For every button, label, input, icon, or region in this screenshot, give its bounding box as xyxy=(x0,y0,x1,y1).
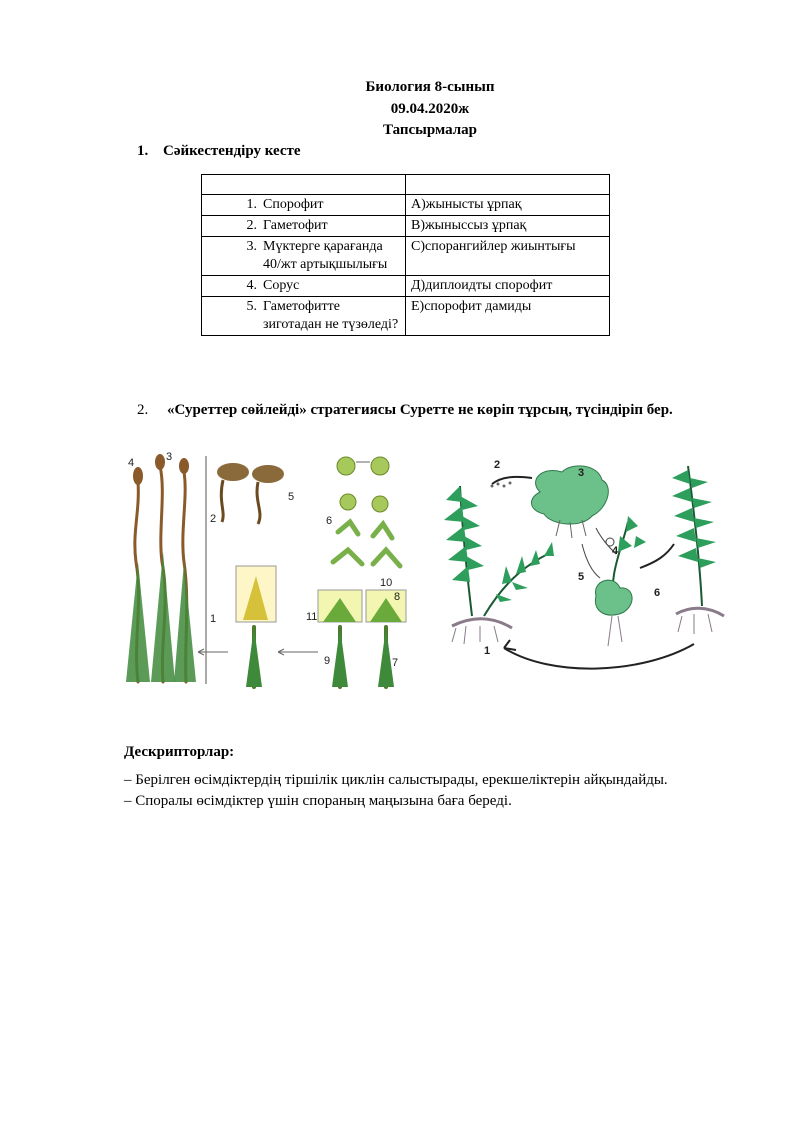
fern-label: 3 xyxy=(578,467,585,479)
row-term: Гаметофитте зиготадан не түзөледі? xyxy=(263,299,399,332)
moss-label: 5 xyxy=(288,491,295,503)
row-answer: Д)диплоидты спорофит xyxy=(406,276,610,297)
table-row xyxy=(202,216,610,237)
task2-title: «Суреттер сөйлейді» стратегиясы Суретте не көріп тұрсың, түсіндіріп бер. xyxy=(167,402,673,418)
task1-number: 1. xyxy=(137,143,149,159)
row-term: Сорус xyxy=(263,278,300,293)
matching-table xyxy=(201,174,610,336)
date-heading: 09.04.2020ж xyxy=(390,101,470,117)
task1-title: Сәйкестендіру кесте xyxy=(163,143,301,159)
table-row xyxy=(202,195,610,216)
task2-heading xyxy=(137,402,673,419)
moss-label: 10 xyxy=(380,577,393,589)
row-term: Спорофит xyxy=(263,197,324,212)
table-cell xyxy=(202,297,406,336)
moss-label: 11 xyxy=(306,611,318,623)
table-row xyxy=(202,276,610,297)
row-term: Гаметофит xyxy=(263,218,328,233)
row-number: 2. xyxy=(246,218,257,233)
table-cell xyxy=(202,175,406,195)
row-number: 4. xyxy=(246,278,257,293)
row-number: 5. xyxy=(246,299,257,314)
tasks-heading: Тапсырмалар xyxy=(382,122,478,138)
row-answer: Е)спорофит дамиды xyxy=(406,297,610,336)
moss-label: 3 xyxy=(166,452,173,463)
table-row xyxy=(202,237,610,276)
moss-label: 6 xyxy=(326,515,333,527)
moss-label: 7 xyxy=(392,657,399,669)
fern-label: 4 xyxy=(612,545,619,557)
fern-label: 5 xyxy=(578,571,585,583)
fern-label: 1 xyxy=(484,645,491,657)
row-answer: В)жыныссыз ұрпақ xyxy=(406,216,610,237)
task1-heading xyxy=(137,143,301,160)
row-number: 1. xyxy=(246,197,257,212)
descriptors-title: Дескрипторлар: xyxy=(124,744,235,760)
fern-label: 6 xyxy=(654,587,661,599)
table-header-row xyxy=(202,175,610,195)
moss-label: 4 xyxy=(128,457,135,469)
row-answer: А)жынысты ұрпақ xyxy=(406,195,610,216)
descriptor-item: – Споралы өсімдіктер үшін спораның маңызына баға береді. xyxy=(124,793,512,809)
table-cell xyxy=(406,175,610,195)
moss-life-cycle-figure xyxy=(118,452,408,692)
table-row xyxy=(202,297,610,336)
row-number: 3. xyxy=(246,239,257,254)
fern-life-cycle-figure xyxy=(432,456,732,686)
table-cell xyxy=(202,216,406,237)
table-cell xyxy=(202,237,406,276)
subject-heading: Биология 8-сынып xyxy=(365,79,495,95)
row-term: Мүктерге қарағанда 40/жт артықшылығы xyxy=(263,239,388,272)
moss-label: 1 xyxy=(210,613,217,625)
task2-number: 2. xyxy=(137,402,149,418)
descriptor-item: – Берілген өсімдіктердің тіршілік циклін салыстырады, ерекшеліктерін айқындайды. xyxy=(124,772,668,788)
table-cell xyxy=(202,195,406,216)
moss-label: 9 xyxy=(324,655,331,667)
moss-label: 8 xyxy=(394,591,401,603)
fern-label: 2 xyxy=(494,459,501,471)
row-answer: С)спорангийлер жиынтығы xyxy=(406,237,610,276)
table-cell xyxy=(202,276,406,297)
moss-label: 2 xyxy=(210,513,217,525)
